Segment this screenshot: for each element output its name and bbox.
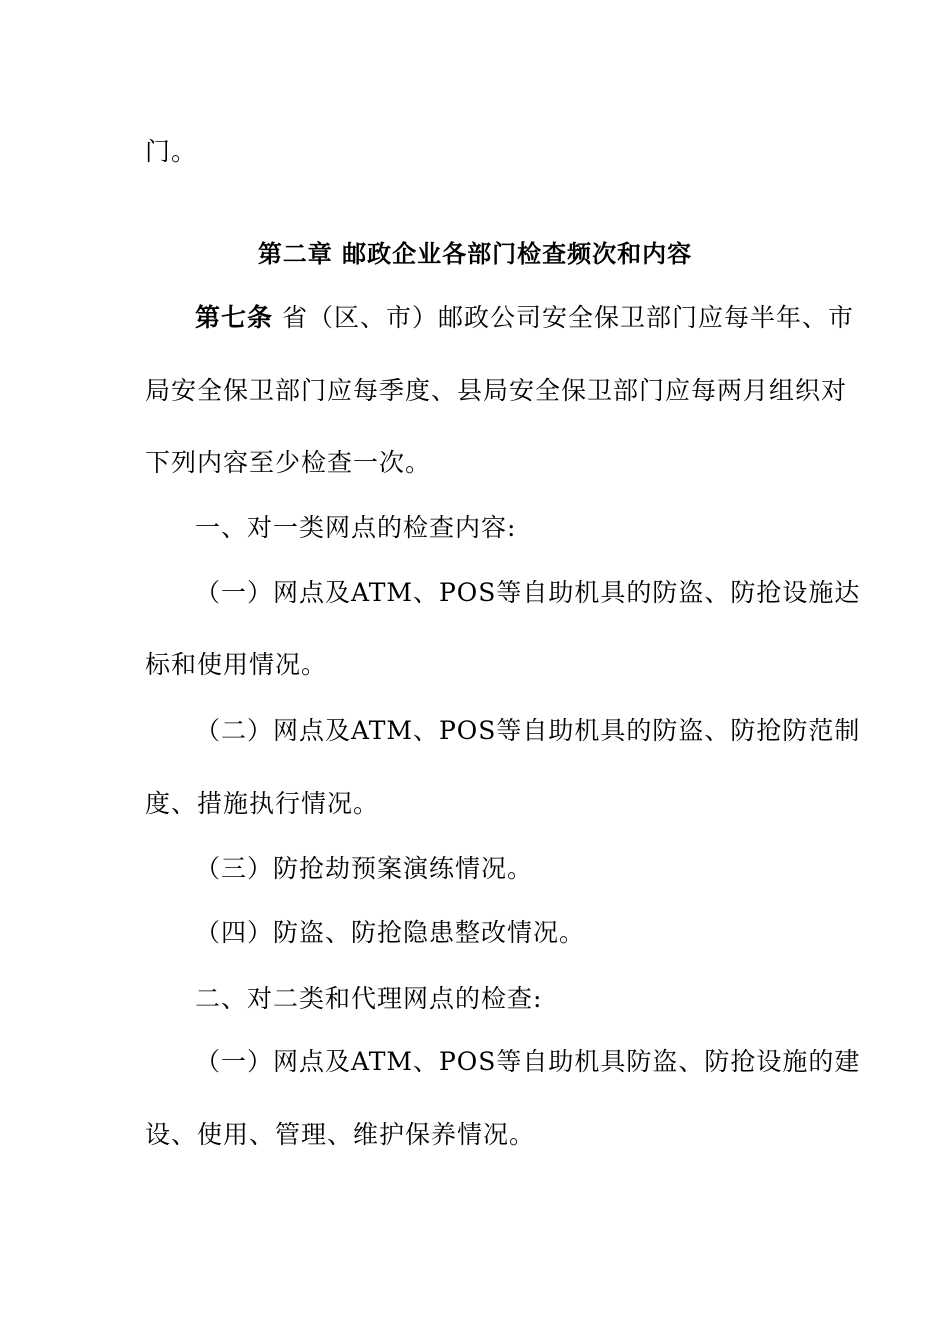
section-1-item-3: （三）防抢劫预案演练情况。: [195, 854, 534, 883]
chapter-heading: 第二章 邮政企业各部门检查频次和内容: [257, 240, 693, 268]
section-2-item-1-line-1: （一）网点及ATM、POS等自助机具防盗、防抢设施的建: [195, 1047, 861, 1076]
section-1-item-1-line-1: （一）网点及ATM、POS等自助机具的防盗、防抢设施达: [195, 578, 861, 607]
article-7-line-3: 下列内容至少检查一次。: [145, 448, 432, 477]
article-7-label: 第七条: [195, 303, 274, 332]
article-7-line-2: 局安全保卫部门应每季度、县局安全保卫部门应每两月组织对: [145, 376, 848, 405]
section-2-item-1-line-2: 设、使用、管理、维护保养情况。: [145, 1120, 536, 1149]
article-7-text-1: 省（区、市）邮政公司安全保卫部门应每半年、市: [281, 303, 854, 332]
continuation-text: 门。: [145, 137, 198, 166]
article-7-line-1: [195, 300, 854, 336]
section-1-item-4: （四）防盗、防抢隐患整改情况。: [195, 918, 586, 947]
section-1-title: 一、对一类网点的检查内容:: [195, 513, 517, 542]
section-1-item-1-line-2: 标和使用情况。: [145, 650, 328, 679]
section-1-item-2-line-2: 度、措施执行情况。: [145, 789, 380, 818]
section-1-item-2-line-1: （二）网点及ATM、POS等自助机具的防盗、防抢防范制: [195, 716, 861, 745]
section-2-title: 二、对二类和代理网点的检查:: [195, 984, 543, 1013]
